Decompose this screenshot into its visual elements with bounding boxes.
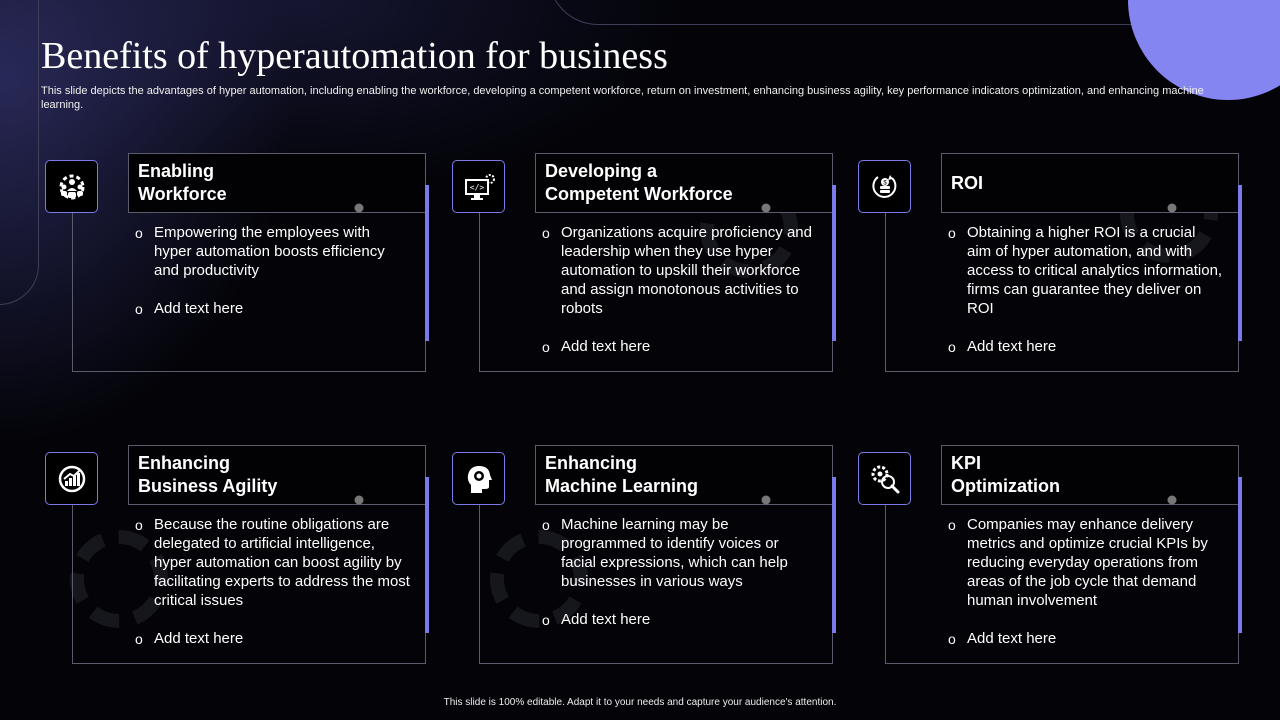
card-title: KPI Optimization xyxy=(951,453,1060,496)
decorative-arc-left xyxy=(0,0,39,305)
list-item: o Add text here xyxy=(135,629,410,648)
bullet-list xyxy=(542,515,817,648)
list-item: o Empowering the employees with hyper automation boosts efficiency and productivity xyxy=(135,223,410,280)
brain-gear-icon xyxy=(452,452,505,505)
card-header xyxy=(128,445,426,505)
card-header xyxy=(941,445,1239,505)
connector-dot xyxy=(762,204,771,213)
accent-bar xyxy=(1238,477,1242,633)
list-item: o Machine learning may be programmed to identify voices or facial expressions, which can help businesses in various ways xyxy=(542,515,817,591)
list-item: o Add text here xyxy=(948,337,1223,356)
connector-dot xyxy=(355,496,364,505)
list-item: o Organizations acquire proficiency and leadership when they use hyper automation to upskill their workforce and assign monotonous activities to robots xyxy=(542,223,817,318)
footer-note: This slide is 100% editable. Adapt it to your needs and capture your audience's attention. xyxy=(443,697,837,708)
card-header xyxy=(941,153,1239,213)
card-header xyxy=(535,445,833,505)
coin-return-icon xyxy=(858,160,911,213)
bullet-list xyxy=(135,223,410,337)
list-item: o Companies may enhance delivery metrics and optimize crucial KPIs by reducing everyday operations from areas of the job cycle that demand human involvement xyxy=(948,515,1223,610)
card-title: Enhancing Business Agility xyxy=(138,453,278,496)
list-item: o Because the routine obligations are delegated to artificial intelligence, hyper automation can boost agility by facilitating experts to address the most critical issues xyxy=(135,515,410,610)
svg-text:</>: </> xyxy=(469,182,484,192)
card-roi xyxy=(858,153,1248,375)
card-business-agility xyxy=(45,445,435,667)
accent-bar xyxy=(1238,185,1242,341)
accent-bar xyxy=(832,477,836,633)
bullet-list xyxy=(135,515,410,667)
page-subtitle: This slide depicts the advantages of hyper automation, including enabling the workforce, developing a competent workforce, return on investment, enhancing business agility, key performance indicators optimization, and enhancing machine learning. xyxy=(41,85,1204,111)
card-title: Developing a Competent Workforce xyxy=(545,161,733,204)
list-item: o Add text here xyxy=(948,629,1223,648)
accent-bar xyxy=(832,185,836,341)
connector-dot xyxy=(355,204,364,213)
card-title: Enabling Workforce xyxy=(138,161,227,204)
accent-bar xyxy=(425,185,429,341)
connector-dot xyxy=(1168,496,1177,505)
card-machine-learning xyxy=(452,445,842,667)
list-item: o Add text here xyxy=(135,299,410,318)
card-title: ROI xyxy=(951,172,984,193)
bullet-list xyxy=(542,223,817,375)
card-enabling-workforce xyxy=(45,153,435,375)
card-developing-workforce xyxy=(452,153,842,375)
card-title: Enhancing Machine Learning xyxy=(545,453,699,496)
list-item: o Add text here xyxy=(542,610,817,629)
gear-search-icon xyxy=(858,452,911,505)
growth-chart-icon xyxy=(45,452,98,505)
card-header xyxy=(535,153,833,213)
accent-bar xyxy=(425,477,429,633)
bullet-list xyxy=(948,223,1223,375)
card-kpi-optimization xyxy=(858,445,1248,667)
list-item: o Add text here xyxy=(542,337,817,356)
connector-dot xyxy=(1168,204,1177,213)
code-monitor-icon xyxy=(452,160,505,213)
team-icon xyxy=(45,160,98,213)
connector-dot xyxy=(762,496,771,505)
page-title: Benefits of hyperautomation for business xyxy=(41,35,668,77)
svg-text:$: $ xyxy=(882,180,887,186)
bullet-list xyxy=(948,515,1223,667)
card-header xyxy=(128,153,426,213)
list-item: o Obtaining a higher ROI is a crucial aim of hyper automation, and with access to critical analytics information, firms can guarantee they deliver on ROI xyxy=(948,223,1223,318)
